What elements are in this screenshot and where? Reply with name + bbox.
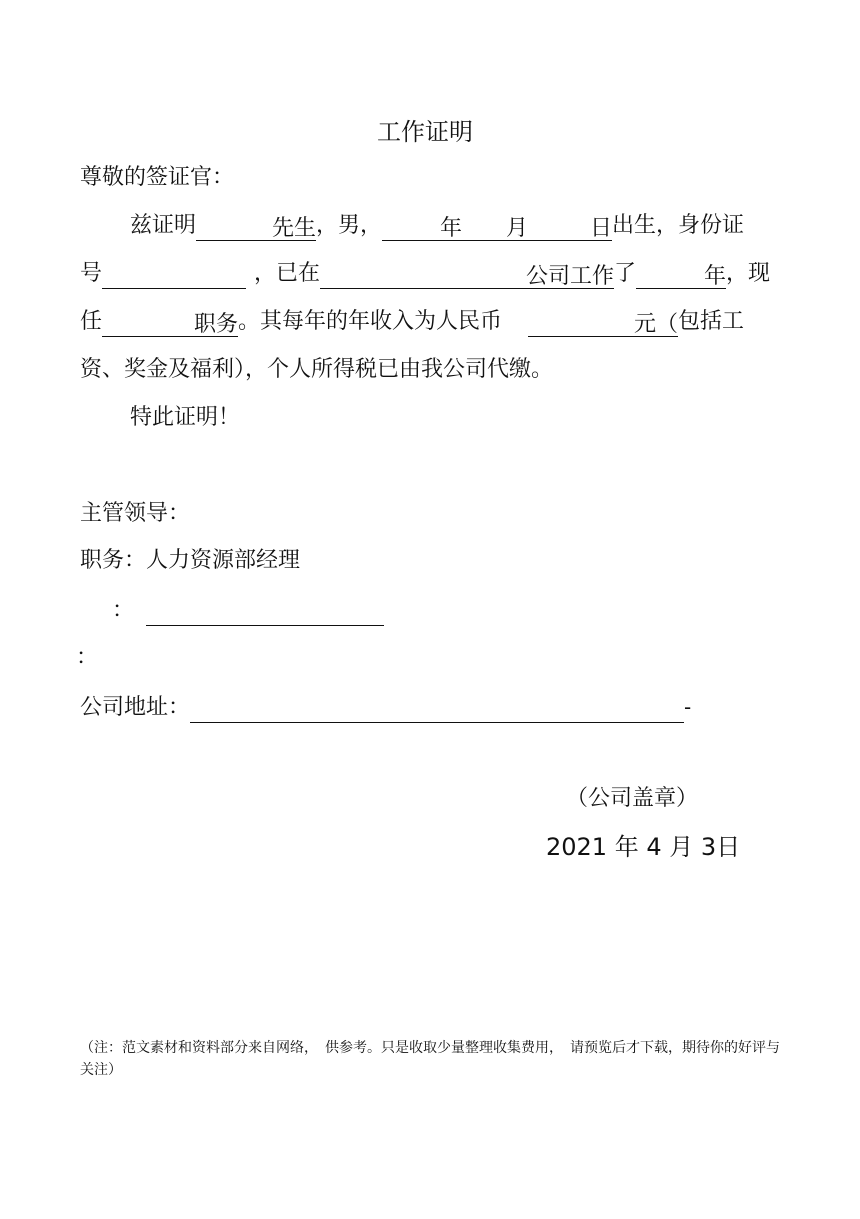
address-row	[80, 692, 691, 723]
month-text: 月	[506, 216, 529, 241]
job-title-blank	[102, 310, 238, 337]
job-title-text: 职务	[194, 312, 239, 337]
signature-colon: ：	[112, 598, 135, 623]
cert-intro-text: 兹证明	[130, 213, 197, 238]
id-number-blank	[102, 262, 246, 289]
number-text: 号	[80, 261, 103, 286]
income-text: 。其每年的年收入为人民币	[238, 309, 503, 334]
date-year: 2021	[546, 833, 608, 861]
address-dash: -	[684, 695, 692, 719]
certify-text: 特此证明！	[130, 405, 241, 430]
supervisor-label: 主管领导：	[80, 501, 191, 526]
years-blank	[636, 262, 726, 289]
birthdate-blank	[382, 214, 612, 241]
paragraph-line-3	[80, 307, 744, 337]
company-seal-text: （公司盖章）	[566, 786, 699, 811]
year-text: 年	[440, 216, 463, 241]
signature-line	[146, 603, 384, 626]
employed-at-text: ，已在	[254, 261, 321, 286]
footnote: （注：范文素材和资料部分来自网络， 供参考。只是收取少量整理收集费用， 请预览后才下载，期待你的好评与关注）	[80, 1040, 780, 1078]
mr-text: 先生	[272, 216, 317, 241]
address-label: 公司地址：	[80, 695, 191, 720]
day-text: 日	[590, 216, 613, 241]
date-day-unit: 日	[716, 833, 741, 861]
paragraph-line-4: 资、奖金及福利），个人所得税已由我公司代缴。	[80, 357, 554, 382]
date-year-unit: 年	[614, 833, 639, 861]
address-line	[190, 700, 684, 723]
income-amount-blank	[528, 310, 678, 337]
including-text: 包括工	[678, 309, 745, 334]
years-unit-text: 年	[704, 264, 727, 289]
currently-text: ，现	[726, 261, 771, 286]
paragraph-line-1	[130, 211, 744, 241]
yuan-text: 元（	[634, 312, 679, 337]
hold-text: 任	[80, 309, 103, 334]
signature-line-row	[112, 596, 384, 626]
born-text: 出生，身份证	[612, 213, 745, 238]
gender-text: ，男，	[316, 213, 383, 238]
position-label: 职务：人力资源部经理	[80, 548, 301, 573]
phone-colon: ：	[76, 645, 99, 670]
le-text: 了	[614, 261, 637, 286]
company-name-blank	[320, 262, 614, 289]
date-month: 4	[646, 833, 662, 861]
paragraph-line-2	[80, 259, 770, 289]
date-line	[546, 832, 740, 862]
name-blank	[196, 214, 316, 241]
date-day: 3	[700, 833, 717, 861]
company-worked-text: 公司工作	[526, 264, 615, 289]
document-title: 工作证明	[377, 118, 473, 146]
date-month-unit: 月	[669, 833, 694, 861]
salutation: 尊敬的签证官：	[80, 165, 235, 190]
